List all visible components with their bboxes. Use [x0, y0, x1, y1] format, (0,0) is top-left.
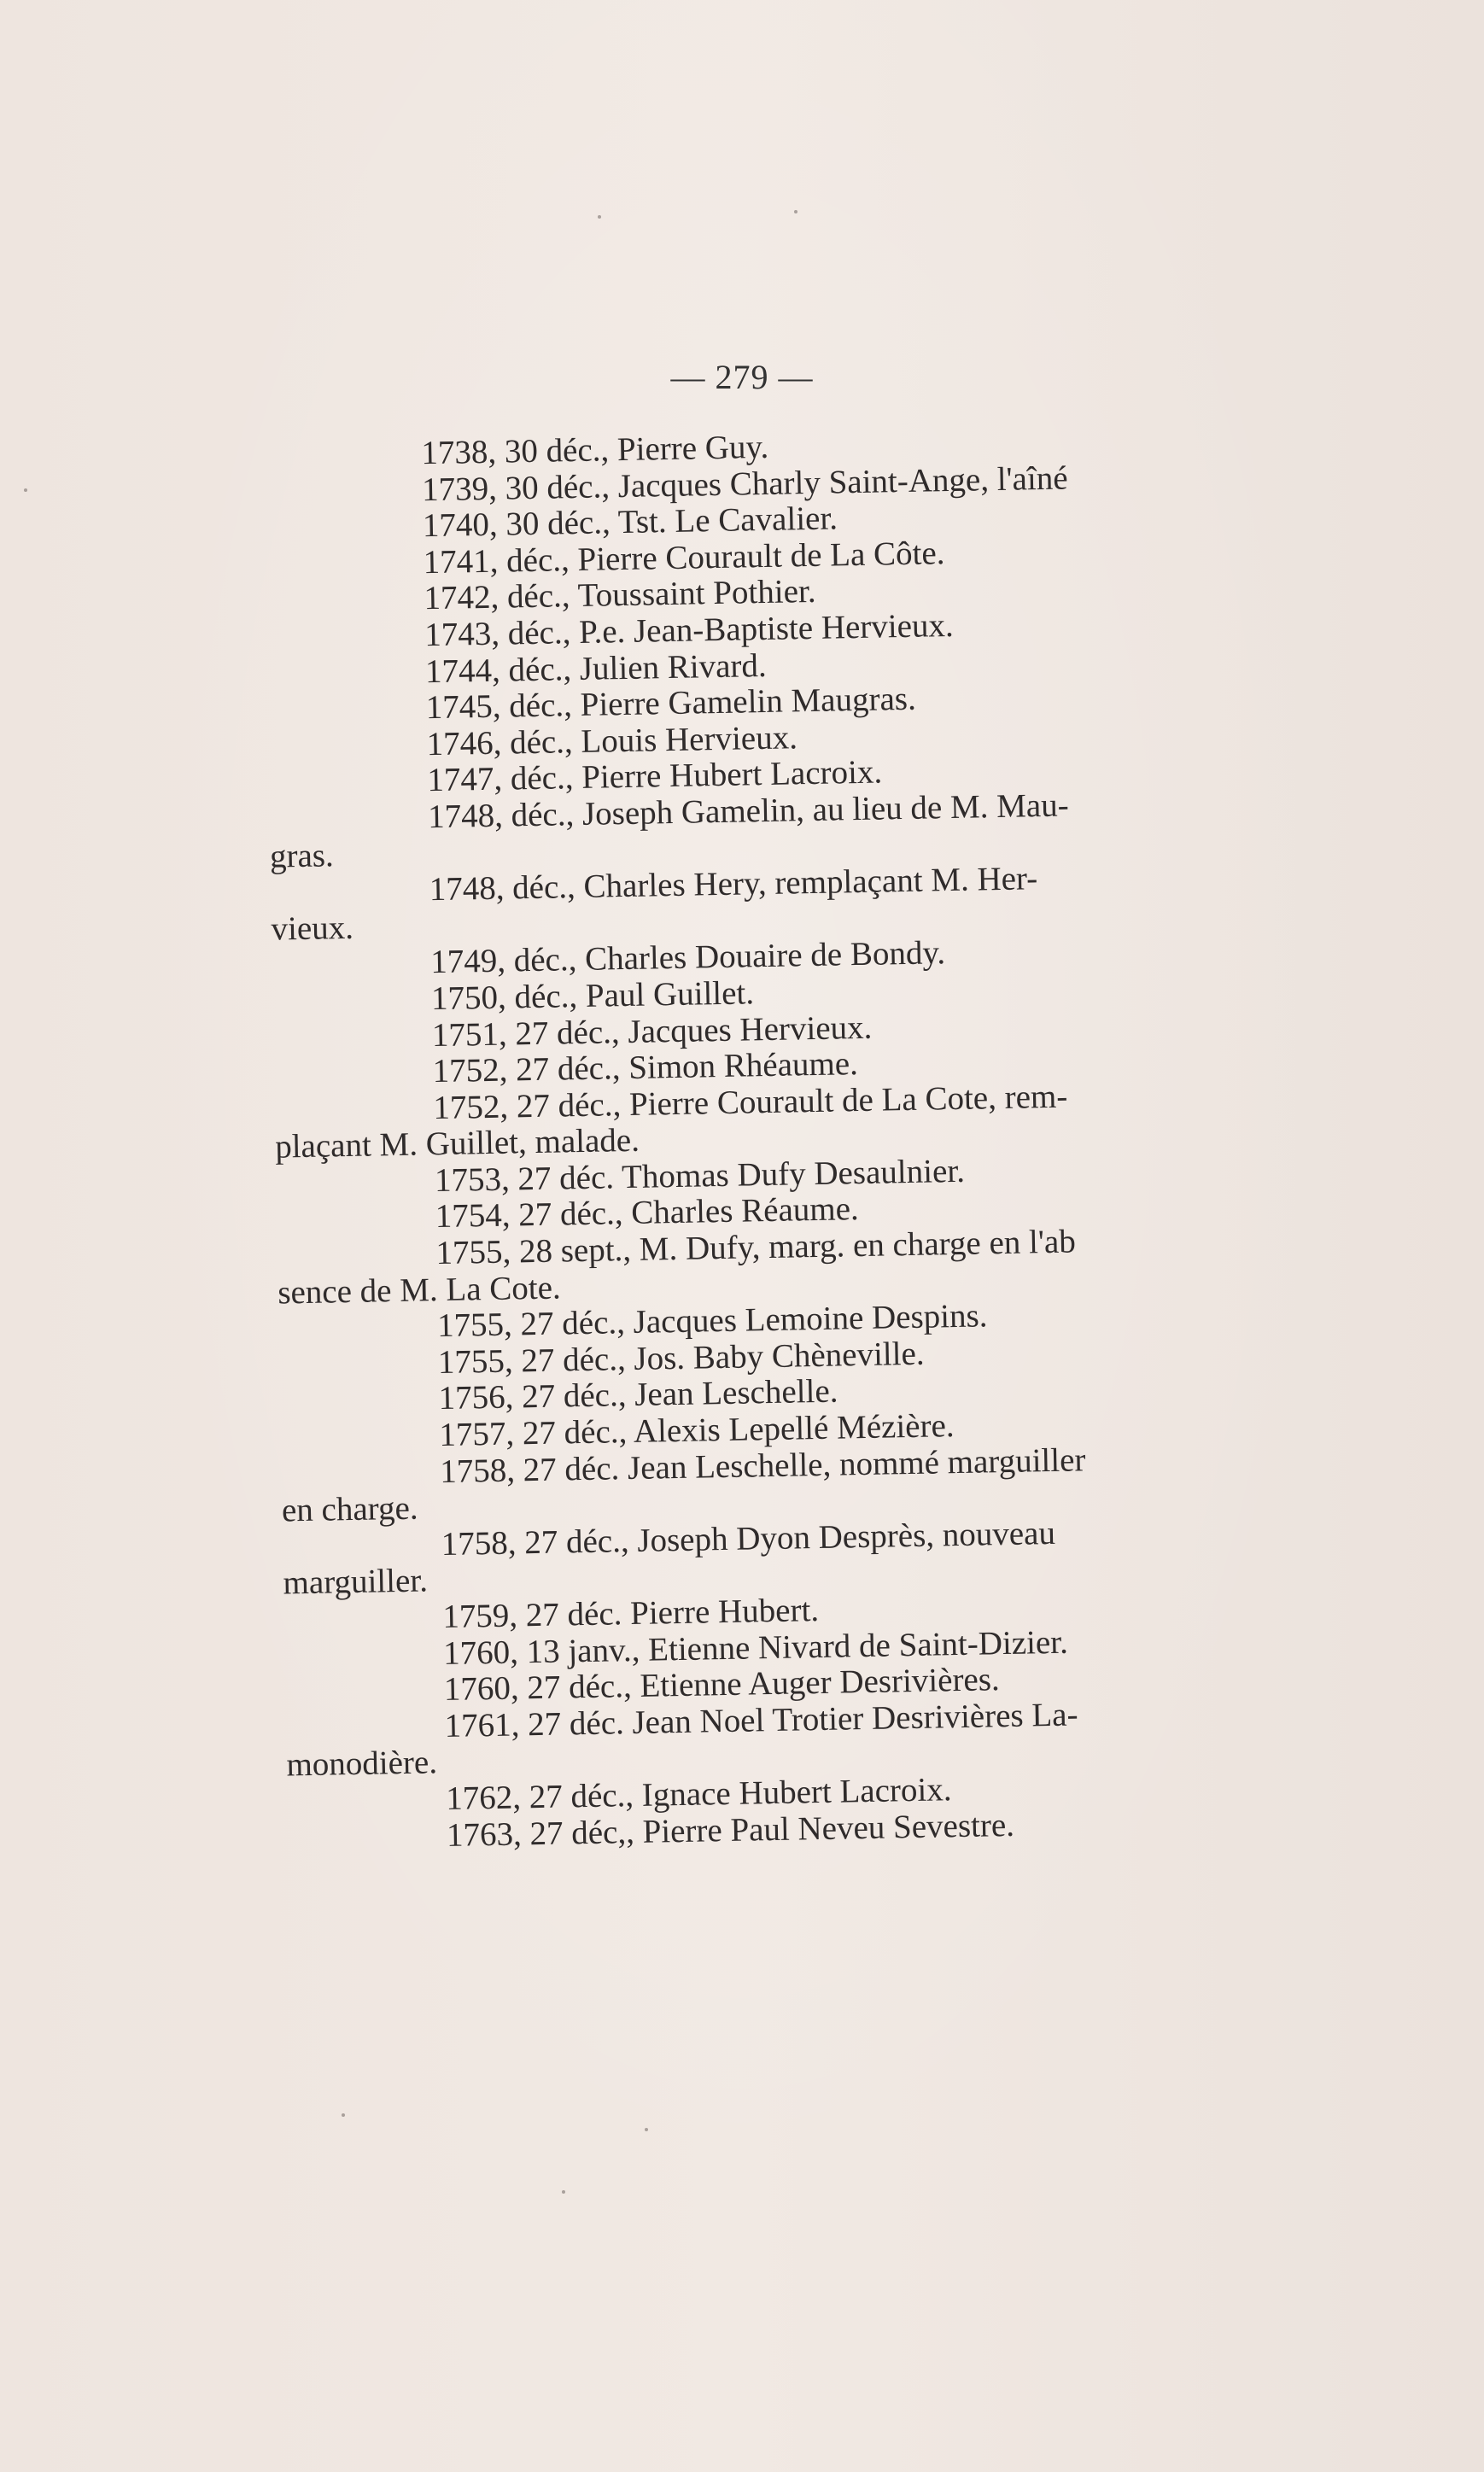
entry-1744: 1744, déc., Julien Rivard.: [424, 646, 768, 690]
entry-continuation: vieux.: [271, 909, 354, 948]
entry-1751: 1751, 27 déc., Jacques Hervieux.: [431, 1008, 873, 1054]
entry-1741: 1741, déc., Pierre Courault de La Côte.: [423, 534, 945, 581]
entry-continuation: gras.: [269, 836, 335, 875]
entry-line: 1758, 27 déc. Jean Leschelle, nommé marguiller: [439, 1441, 1086, 1490]
entry-1760-a: 1760, 13 janv., Etienne Nivard de Saint-Dizier.: [442, 1623, 1069, 1672]
entry-continuation: plaçant M. Guillet, malade.: [274, 1122, 640, 1166]
entry-1752-a: 1752, 27 déc., Simon Rhéaume.: [432, 1045, 859, 1090]
entry-1743: 1743, déc., P.e. Jean-Baptiste Hervieux.: [424, 606, 955, 654]
paper-speck: [598, 215, 601, 219]
entry-1762: 1762, 27 déc., Ignace Hubert Lacroix.: [445, 1771, 952, 1817]
entry-1742: 1742, déc., Toussaint Pothier.: [424, 573, 816, 617]
paper-speck: [794, 210, 798, 213]
entry-line: 1761, 27 déc. Jean Noel Trotier Desrivières La-: [444, 1696, 1078, 1744]
entry-1740: 1740, 30 déc., Tst. Le Cavalier.: [422, 500, 838, 545]
entry-1739: 1739, 30 déc., Jacques Charly Saint-Ange, l'aîné: [421, 459, 1068, 508]
entry-1755-b: 1755, 27 déc., Jacques Lemoine Despins.: [436, 1297, 988, 1345]
entry-1763: 1763, 27 déc,, Pierre Paul Neveu Sevestre.: [446, 1806, 1015, 1854]
entry-continuation: marguiller.: [283, 1562, 429, 1602]
entry-line: 1748, déc., Charles Hery, remplaçant M. Her-: [429, 860, 1038, 909]
entry-1745: 1745, déc., Pierre Gamelin Maugras.: [425, 680, 917, 727]
entry-continuation: monodière.: [286, 1744, 438, 1784]
entry-1749: 1749, déc., Charles Douaire de Bondy.: [429, 934, 946, 981]
paper-speck: [24, 488, 27, 492]
entry-1750: 1750, déc., Paul Guillet.: [430, 974, 755, 1018]
entry-1746: 1746, déc., Louis Hervieux.: [426, 719, 798, 763]
entry-line: 1755, 28 sept., M. Dufy, marg. en charge en l'ab: [435, 1223, 1077, 1272]
entry-continuation: en charge.: [281, 1489, 418, 1529]
entry-1760-b: 1760, 27 déc., Etienne Auger Desrivières.: [443, 1661, 1001, 1709]
entry-1738-a: 1738, 30 déc., Pierre Guy.: [420, 428, 769, 472]
page-number: — 279 —: [670, 358, 814, 396]
entry-line: 1752, 27 déc., Pierre Courault de La Cote, rem-: [433, 1078, 1068, 1126]
entry-line: 1748, déc., Joseph Gamelin, au lieu de M. Mau-: [427, 786, 1070, 836]
entry-1747: 1747, déc., Pierre Hubert Lacroix.: [426, 753, 883, 799]
paper-speck: [342, 2113, 345, 2117]
register-entries: [269, 421, 1230, 1855]
entry-1754: 1754, 27 déc., Charles Réaume.: [435, 1190, 860, 1236]
paper-speck: [645, 2128, 648, 2131]
entry-1759: 1759, 27 déc. Pierre Hubert.: [441, 1591, 820, 1636]
paper-speck: [562, 2190, 565, 2194]
entry-1757: 1757, 27 déc., Alexis Lepellé Mézière.: [439, 1407, 955, 1454]
entry-line: 1758, 27 déc., Joseph Dyon Desprès, nouveau: [441, 1514, 1056, 1563]
entry-1753: 1753, 27 déc. Thomas Dufy Desaulnier.: [434, 1152, 966, 1200]
entry-1756: 1756, 27 déc., Jean Leschelle.: [438, 1372, 838, 1417]
entry-continuation: sence de M. La Cote.: [277, 1269, 562, 1312]
entry-1755-c: 1755, 27 déc., Jos. Baby Chèneville.: [437, 1335, 925, 1381]
